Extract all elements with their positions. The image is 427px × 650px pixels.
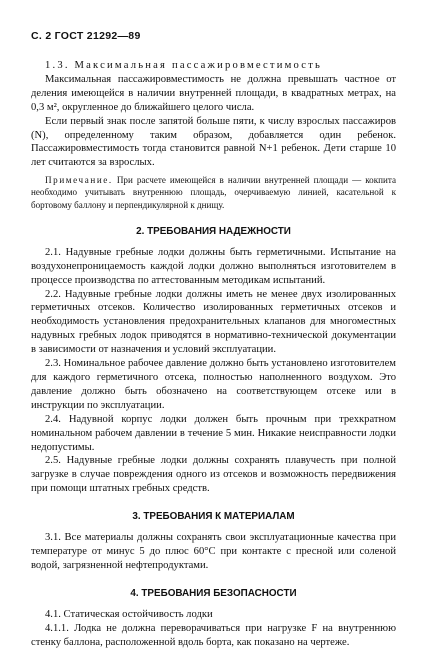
clause-4-1-1: 4.1.1. Лодка не должна переворачиваться при нагрузке F на внутреннюю стенку баллона, расположенной вдоль борта, как показано на чертеже. xyxy=(31,622,396,648)
section-2-heading: 2. ТРЕБОВАНИЯ НАДЕЖНОСТИ xyxy=(136,225,291,237)
clause-2-5: 2.5. Надувные гребные лодки должны сохранять плавучесть при полной загрузке в случае повреждения одного из отсеков и возможность передвижения при помощи штатных гребных средств. xyxy=(31,455,396,495)
note-label: Примечание. xyxy=(45,175,113,186)
page-header: С. 2 ГОСТ 21292—89 xyxy=(31,30,141,42)
note xyxy=(31,174,396,211)
clause-4-1: 4.1. Статическая остойчивость лодки xyxy=(45,608,213,620)
clause-1-3-paragraph-1: Максимальная пассажировместимость не должна превышать частное от деления имеющейся в наличии внутренней площади, в квадратных метрах, на 0,3 м², округленное до ближайшего целого числа. xyxy=(31,73,396,113)
clause-1-3-title: 1.3. Максимальная пассажировместимость xyxy=(45,60,323,71)
clause-2-1: 2.1. Надувные гребные лодки должны быть герметичными. Испытание на воздухонепроницаемость каждой лодки должно выполняться изготовителем в процессе производства по аттестованным методикам испытаний. xyxy=(31,246,396,286)
section-3-heading: 3. ТРЕБОВАНИЯ К МАТЕРИАЛАМ xyxy=(132,511,295,523)
clause-2-4: 2.4. Надувной корпус лодки должен быть прочным при трехкратном номинальном рабочем давлении в течение 5 мин. Никакие неисправности лодки недопустимы. xyxy=(31,413,396,453)
clause-3-1: 3.1. Все материалы должны сохранять свои эксплуатационные качества при температуре от минус 5 до плюс 60°С при контакте с пресной или соленой водой, загрязненной нефтепродуктами. xyxy=(31,532,396,571)
section-4-heading: 4. ТРЕБОВАНИЯ БЕЗОПАСНОСТИ xyxy=(130,587,297,599)
note-text: При расчете имеющейся в наличии внутренней площади — кокпита необходимо учитывать внутреннюю площадь, очерчиваемую линией, касательной к бортовому баллону и перпендикулярной к днищу. xyxy=(31,175,396,210)
clause-1-3-paragraph-2: Если первый знак после запятой больше пяти, к числу взрослых пассажиров (N), определенному таким образом, добавляется один ребенок. Пассажировместимость тогда становится равной N+1 ребенок. Дети старше 10 лет считаются за взрослых. xyxy=(31,115,396,169)
clause-2-3: 2.3. Номинальное рабочее давление должно быть установлено изготовителем для каждого герметичного отсека, полностью наполненного воздухом. Это давление должно быть обозначено на соответствующем отсеке или в инструкции по эксплуатации. xyxy=(31,358,396,411)
clause-2-2: 2.2. Надувные гребные лодки должны иметь не менее двух изолированных герметичных отсеков. Количество изолированных герметичных отсеков и необходимость установления предохранительных клапанов для многоместных надувных гребных лодок приводятся в нормативно-технической документации в зависимости от назначения и условий эксплуатации. xyxy=(31,288,396,356)
